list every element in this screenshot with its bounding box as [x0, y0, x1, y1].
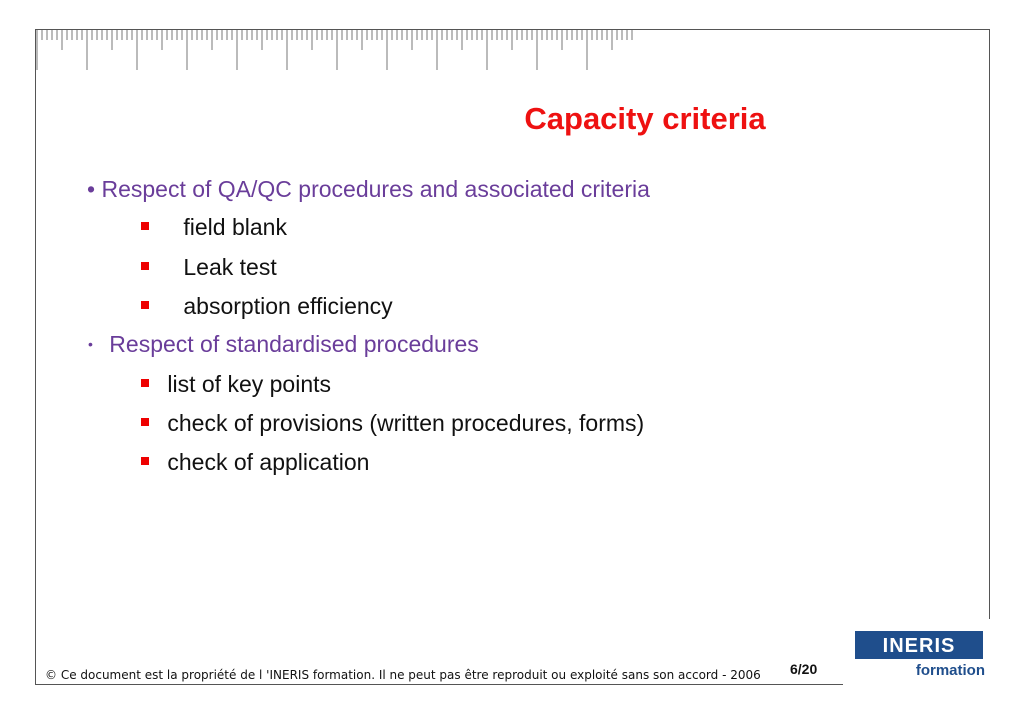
page-number: 6/20 — [790, 661, 818, 677]
frame-bottom-border — [35, 684, 843, 685]
subitem-key-points — [141, 371, 331, 398]
square-bullet-icon — [141, 262, 149, 270]
bullet-standardised-procedures — [88, 331, 479, 358]
ruler-decoration — [36, 30, 636, 72]
subitem-text: check of provisions (written procedures, forms) — [167, 410, 645, 436]
subitem-absorption-efficiency — [141, 293, 393, 320]
square-bullet-icon — [141, 418, 149, 426]
bullet-qa-qc — [87, 176, 650, 203]
subitem-text: field blank — [183, 214, 287, 240]
subitem-text: check of application — [167, 449, 370, 475]
logo-line1: INERIS — [882, 635, 956, 657]
square-bullet-icon — [141, 301, 149, 309]
square-bullet-icon — [141, 457, 149, 465]
copyright-footer: © Ce document est la propriété de l 'INERIS formation. Il ne peut pas être reproduit ou exploité sans son accord - 2006 — [45, 668, 761, 682]
subitem-text: Leak test — [183, 254, 277, 280]
slide-title: Capacity criteria — [524, 101, 766, 136]
subitem-check-provisions — [141, 410, 644, 437]
ineris-logo — [855, 631, 989, 681]
subitem-text: absorption efficiency — [183, 293, 393, 319]
subitem-check-application — [141, 449, 369, 476]
bullet-text: Respect of standardised procedures — [109, 331, 479, 357]
logo-line2: formation — [915, 662, 985, 679]
square-bullet-icon — [141, 222, 149, 230]
subitem-leak-test — [141, 254, 277, 281]
frame-left-border — [35, 29, 36, 684]
bullet-marker: • — [87, 176, 96, 202]
subitem-field-blank — [141, 214, 287, 241]
subitem-text: list of key points — [167, 371, 332, 397]
bullet-text: Respect of QA/QC procedures and associated criteria — [101, 176, 650, 202]
bullet-marker: • — [88, 336, 93, 352]
square-bullet-icon — [141, 379, 149, 387]
